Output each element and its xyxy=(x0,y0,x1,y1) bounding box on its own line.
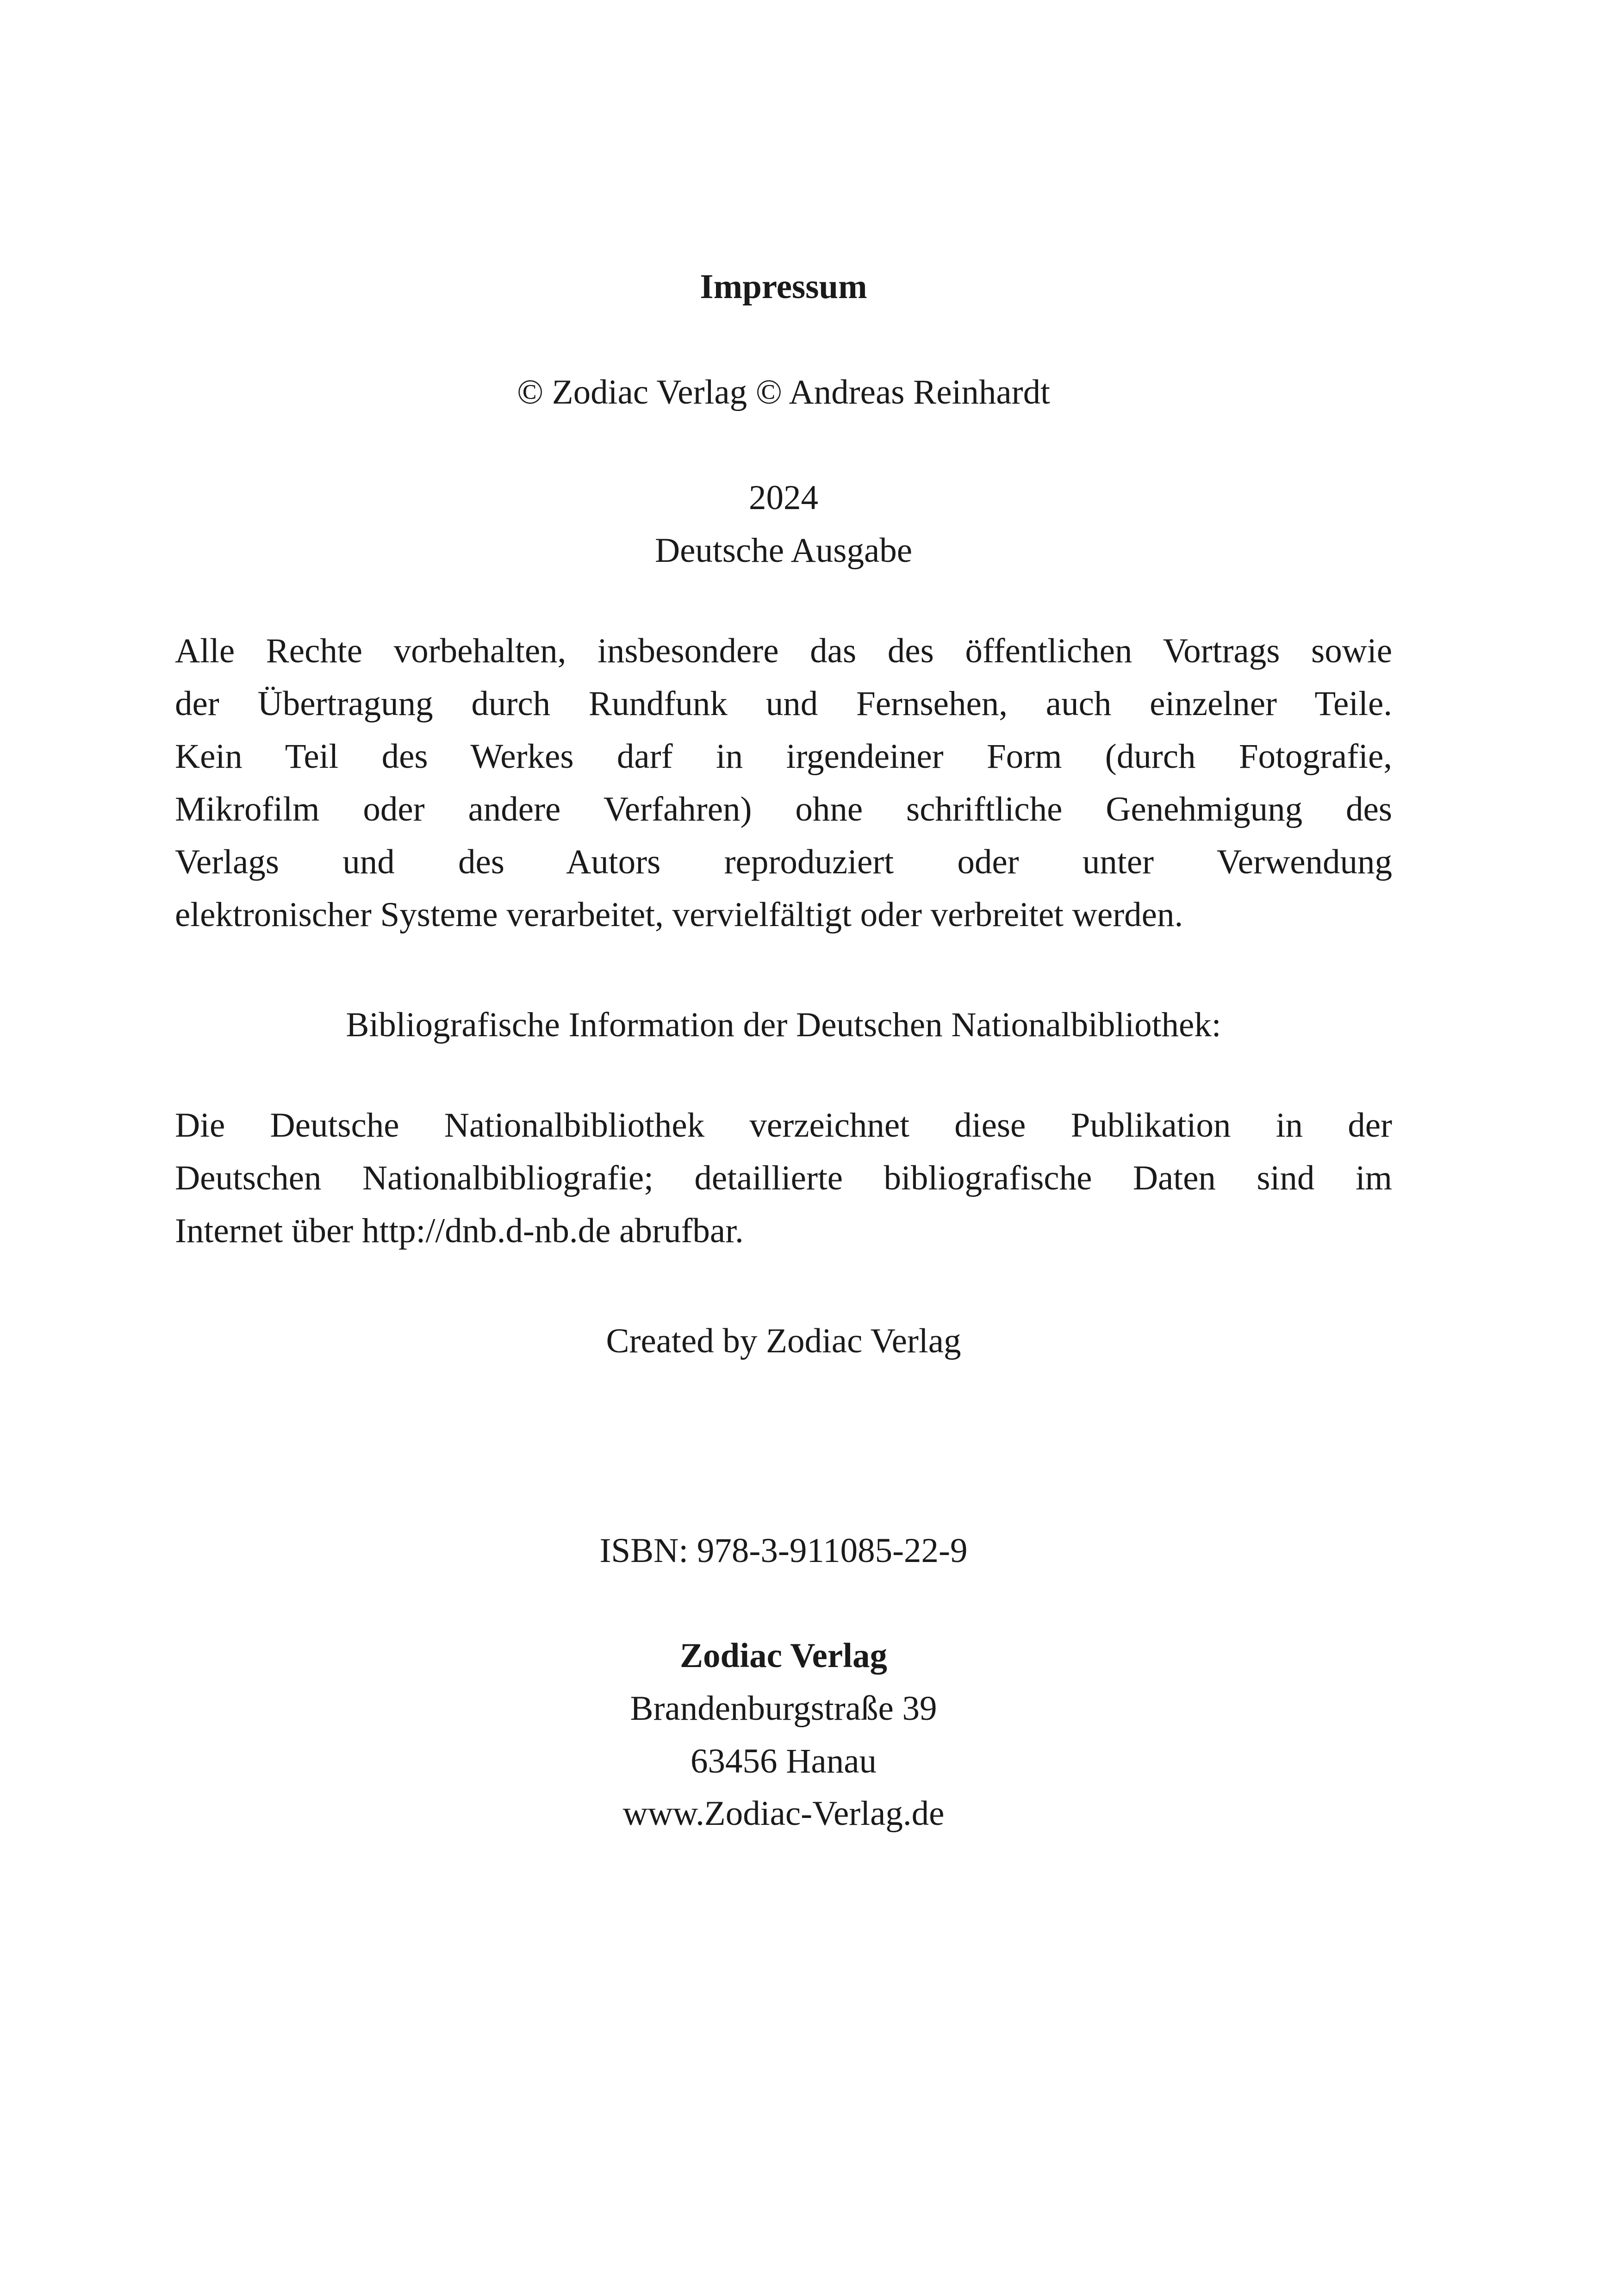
edition: Deutsche Ausgabe xyxy=(654,531,913,570)
copyright-line: © Zodiac Verlag © Andreas Reinhardt xyxy=(517,373,1050,411)
biblio-line: Die Deutsche Nationalbibliothek verzeichnet diese Publikation in der xyxy=(175,1106,1392,1145)
rights-line: Kein Teil des Werkes darf in irgendeiner Form (durch Fotografie, xyxy=(175,737,1392,776)
biblio-heading: Bibliografische Information der Deutschen Nationalbibliothek: xyxy=(346,1006,1221,1044)
isbn: ISBN: 978-3-911085-22-9 xyxy=(599,1531,968,1570)
rights-line: Alle Rechte vorbehalten, insbesondere das des öffentlichen Vortrags sowie xyxy=(175,632,1392,670)
publisher-name: Zodiac Verlag xyxy=(680,1636,887,1675)
rights-line: der Übertragung durch Rundfunk und Fernsehen, auch einzelner Teile. xyxy=(175,684,1392,723)
publisher-website[interactable]: www.Zodiac-Verlag.de xyxy=(622,1794,945,1833)
page-title: Impressum xyxy=(700,268,867,306)
biblio-paragraph xyxy=(175,1099,1392,1257)
created-by: Created by Zodiac Verlag xyxy=(606,1322,961,1360)
rights-paragraph xyxy=(175,625,1392,941)
rights-line: elektronischer Systeme verarbeitet, vervielfältigt oder verbreitet werden. xyxy=(175,896,1183,934)
biblio-line: Deutschen Nationalbibliografie; detaillierte bibliografische Daten sind im xyxy=(175,1159,1392,1197)
rights-line: Mikrofilm oder andere Verfahren) ohne schriftliche Genehmigung des xyxy=(175,790,1392,828)
publisher-city: 63456 Hanau xyxy=(691,1742,877,1780)
publisher-street: Brandenburgstraße 39 xyxy=(630,1689,937,1728)
rights-line: Verlags und des Autors reproduziert oder unter Verwendung xyxy=(175,843,1392,881)
year: 2024 xyxy=(749,479,818,517)
biblio-line: Internet über http://dnb.d-nb.de abrufbar. xyxy=(175,1212,744,1250)
